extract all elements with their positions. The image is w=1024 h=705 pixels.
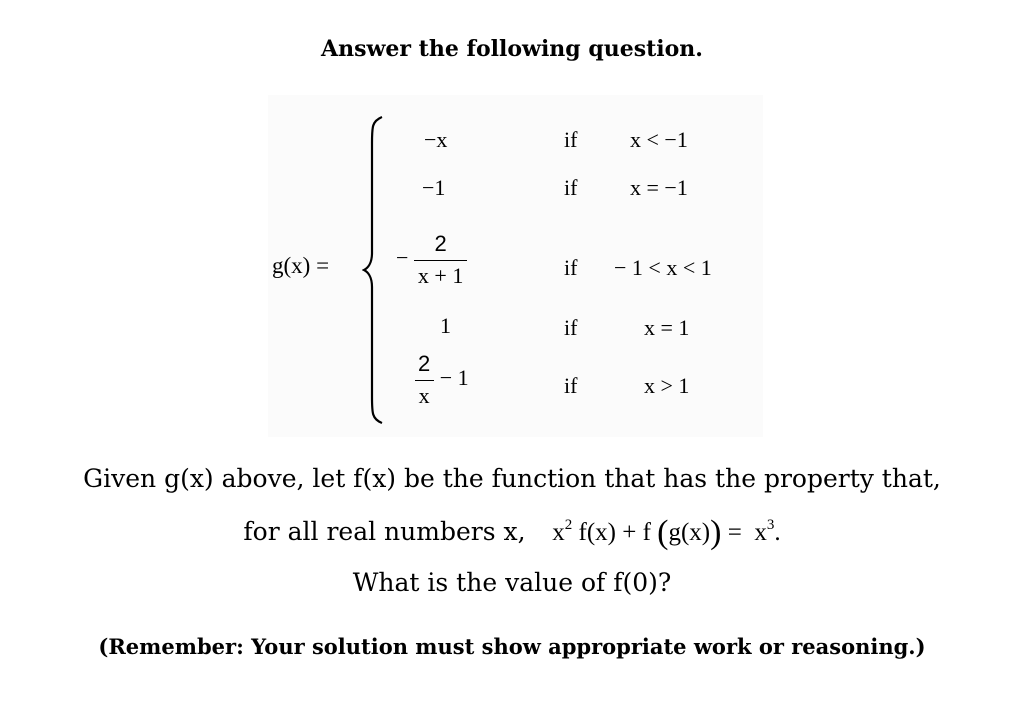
function-definition	[268, 95, 763, 437]
function-label: g(x) =	[272, 253, 330, 278]
close-paren-icon: )	[710, 514, 722, 551]
problem-line-2	[0, 516, 1024, 550]
eq-fx: f(x) + f	[578, 519, 651, 546]
case-2-if: if	[564, 175, 578, 200]
case-1-condition: x < −1	[630, 127, 688, 152]
case-3-sign: −	[396, 245, 409, 271]
case-5-tail: − 1	[439, 365, 469, 391]
eq-period: .	[774, 519, 781, 546]
case-3-expression	[396, 231, 467, 289]
case-1-expression: −x	[424, 127, 448, 152]
case-3-if: if	[564, 255, 578, 280]
eq-equals: =	[727, 519, 742, 546]
functional-equation	[534, 514, 781, 551]
case-5-fraction	[414, 351, 434, 409]
question-heading: Answer the following question.	[321, 36, 703, 62]
line-2-prefix: for all real numbers x,	[243, 517, 526, 546]
case-5-expression	[414, 351, 469, 409]
case-5-denominator: x	[415, 380, 434, 409]
case-4-if: if	[564, 315, 578, 340]
case-5-condition: x > 1	[644, 373, 690, 398]
eq-x: x	[552, 519, 565, 546]
case-2-expression: −1	[422, 175, 446, 200]
case-3-numerator: 2	[434, 231, 447, 256]
open-paren-icon: (	[657, 514, 669, 551]
case-3-condition: − 1 < x < 1	[614, 255, 712, 280]
case-2-condition: x = −1	[630, 175, 688, 200]
case-3-denominator: x + 1	[414, 260, 467, 289]
reminder-note: (Remember: Your solution must show appropriate work or reasoning.)	[98, 634, 926, 659]
left-brace-icon	[362, 115, 388, 425]
problem-line-1: Given g(x) above, let f(x) be the function that has the property that,	[83, 464, 941, 493]
case-4-expression: 1	[440, 313, 451, 338]
problem-line-3: What is the value of f(0)?	[352, 568, 672, 597]
eq-x-rhs: x	[754, 519, 767, 546]
case-5-if: if	[564, 373, 578, 398]
case-4-condition: x = 1	[644, 315, 690, 340]
eq-inner: g(x)	[668, 519, 711, 546]
case-1-if: if	[564, 127, 578, 152]
eq-exponent-3: 3	[766, 517, 775, 533]
case-5-numerator: 2	[418, 351, 431, 376]
eq-exponent-2: 2	[564, 517, 573, 533]
case-3-fraction	[414, 231, 467, 289]
